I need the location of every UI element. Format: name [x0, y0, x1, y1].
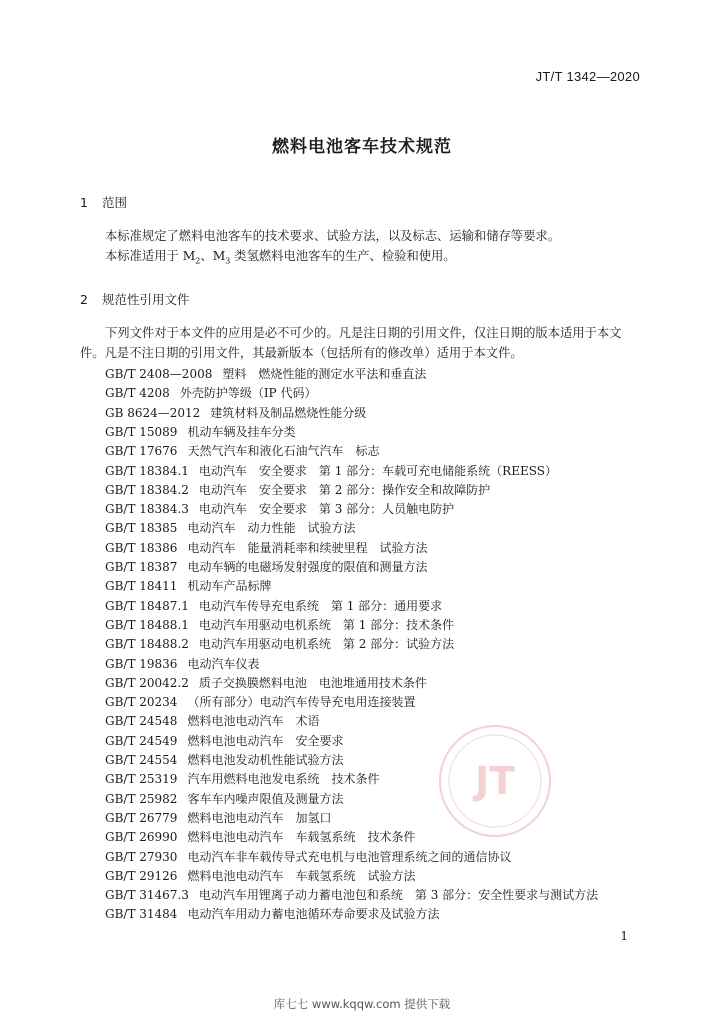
reference-title: 电动汽车 安全要求 第 2 部分：操作安全和故障防护 — [198, 482, 491, 497]
reference-code: GB/T 4208 — [105, 386, 170, 401]
reference-code: GB/T 31467.3 — [105, 888, 189, 903]
reference-item — [105, 848, 511, 867]
section-2-heading — [80, 290, 190, 308]
reference-title: 电动汽车用驱动电机系统 第 1 部分：技术条件 — [198, 617, 455, 632]
reference-item — [105, 809, 331, 828]
reference-item — [105, 404, 366, 423]
reference-item — [105, 751, 343, 770]
page-number: 1 — [620, 929, 628, 943]
reference-title: （所有部分）电动汽车传导充电用连接装置 — [187, 695, 416, 710]
reference-title: 电动汽车 动力性能 试验方法 — [187, 521, 356, 536]
reference-title: 电动汽车非车载传导式充电机与电池管理系统之间的通信协议 — [187, 849, 512, 864]
references-intro-paragraph: 下列文件对于本文件的应用是必不可少的。凡是注日期的引用文件，仅注日期的版本适用于本文件。凡是不注日期的引用文件，其最新版本（包括所有的修改单）适用于本文件。 — [80, 326, 622, 360]
reference-title: 燃料电池电动汽车 车载氢系统 试验方法 — [187, 868, 416, 883]
reference-item — [105, 597, 442, 616]
footer-watermark: 库七七 www.kqqw.com 提供下载 — [273, 997, 451, 1011]
reference-item — [105, 886, 598, 905]
reference-code: GB/T 18488.2 — [105, 637, 189, 652]
reference-code: GB/T 18488.1 — [105, 617, 189, 632]
reference-item — [105, 481, 490, 500]
reference-code: GB/T 20042.2 — [105, 675, 189, 690]
reference-item — [105, 558, 427, 577]
reference-title: 外壳防护等级（IP 代码） — [179, 386, 317, 401]
reference-item — [105, 867, 415, 886]
reference-code: GB/T 2408—2008 — [105, 367, 213, 381]
reference-title: 电动汽车 能量消耗率和续驶里程 试验方法 — [187, 540, 428, 555]
reference-code: GB/T 15089 — [105, 424, 178, 439]
reference-code: GB/T 24549 — [105, 733, 178, 748]
reference-title: 电动汽车用动力蓄电池循环寿命要求及试验方法 — [187, 907, 440, 922]
document-title: 燃料电池客车技术规范 — [272, 137, 452, 157]
section-1-heading — [80, 193, 127, 211]
reference-title: 电动车辆的电磁场发射强度的限值和测量方法 — [187, 560, 428, 574]
reference-code: GB/T 25982 — [105, 791, 178, 806]
reference-item — [105, 770, 379, 789]
reference-item — [105, 384, 316, 403]
reference-title: 燃料电池发动机性能试验方法 — [187, 753, 344, 767]
reference-code: GB/T 18384.2 — [105, 482, 189, 497]
reference-title: 燃料电池电动汽车 加氢口 — [187, 810, 332, 825]
reference-title: 质子交换膜燃料电池 电池堆通用技术条件 — [198, 675, 427, 690]
reference-title: 天然气汽车和液化石油气汽车 标志 — [187, 444, 380, 459]
section-1-title: 范围 — [102, 195, 128, 210]
reference-title: 电动汽车用驱动电机系统 第 2 部分：试验方法 — [198, 637, 455, 652]
section-1-number: 1 — [80, 195, 88, 210]
reference-title: 建筑材料及制品燃烧性能分级 — [210, 405, 367, 420]
reference-item — [105, 539, 427, 558]
reference-code: GB/T 18385 — [105, 521, 178, 536]
reference-item — [105, 577, 271, 596]
reference-title: 电动汽车用锂离子动力蓄电池包和系统 第 3 部分：安全性要求与测试方法 — [198, 888, 599, 903]
reference-item — [105, 655, 259, 674]
reference-code: GB/T 29126 — [105, 868, 178, 883]
reference-title: 电动汽车传导充电系统 第 1 部分：通用要求 — [198, 598, 443, 613]
reference-item — [105, 712, 319, 731]
reference-title: 客车车内噪声限值及测量方法 — [187, 791, 344, 806]
reference-title: 电动汽车仪表 — [187, 656, 260, 671]
reference-code: GB/T 18384.3 — [105, 502, 189, 517]
reference-code: GB/T 25319 — [105, 772, 178, 787]
reference-code: GB/T 26990 — [105, 830, 178, 845]
reference-code: GB/T 20234 — [105, 695, 178, 710]
reference-item — [105, 500, 454, 519]
reference-code: GB/T 18387 — [105, 560, 178, 574]
reference-item — [105, 635, 454, 654]
section-2-number: 2 — [80, 292, 88, 307]
reference-code: GB/T 18411 — [105, 579, 178, 594]
reference-code: GB/T 19836 — [105, 656, 178, 671]
reference-item — [105, 693, 415, 712]
reference-title: 燃料电池电动汽车 车载氢系统 技术条件 — [187, 830, 416, 845]
reference-item — [105, 423, 295, 442]
reference-item — [105, 674, 427, 693]
reference-code: GB/T 18384.1 — [105, 463, 189, 478]
reference-item — [105, 519, 355, 538]
reference-item — [105, 828, 415, 847]
reference-item — [105, 365, 426, 384]
reference-code: GB/T 17676 — [105, 444, 178, 459]
reference-title: 燃料电池电动汽车 术语 — [187, 714, 320, 729]
reference-item — [105, 616, 454, 635]
reference-title: 塑料 燃烧性能的测定水平法和垂直法 — [222, 367, 427, 381]
jt-seal-watermark — [436, 722, 554, 840]
scope-paragraph-2: 本标准适用于 $M_2$、$M_3$ 类氢燃料电池客车的生产、检验和使用。 — [105, 249, 456, 266]
reference-code: GB/T 31484 — [105, 907, 178, 922]
reference-code: GB/T 27930 — [105, 849, 178, 864]
reference-code: GB/T 24554 — [105, 753, 178, 767]
reference-code: GB/T 24548 — [105, 714, 178, 729]
scope-paragraph-1: 本标准规定了燃料电池客车的技术要求、试验方法，以及标志、运输和储存等要求。 — [105, 229, 560, 243]
standard-code: JT/T 1342—2020 — [535, 69, 640, 84]
svg-text:JT: JT — [474, 759, 516, 803]
reference-code: GB/T 26779 — [105, 810, 178, 825]
reference-title: 机动车辆及挂车分类 — [187, 424, 296, 439]
reference-title: 电动汽车 安全要求 第 1 部分：车载可充电储能系统（REESS） — [198, 463, 557, 478]
reference-title: 机动车产品标牌 — [187, 579, 272, 594]
reference-item — [105, 442, 379, 461]
reference-title: 燃料电池电动汽车 安全要求 — [187, 733, 344, 748]
reference-item — [105, 732, 343, 751]
reference-item — [105, 905, 439, 924]
reference-code: GB 8624—2012 — [105, 405, 201, 420]
reference-code: GB/T 18487.1 — [105, 598, 189, 613]
reference-item — [105, 462, 557, 481]
section-2-title: 规范性引用文件 — [102, 292, 190, 307]
reference-item — [105, 790, 343, 809]
reference-code: GB/T 18386 — [105, 540, 178, 555]
reference-title: 电动汽车 安全要求 第 3 部分：人员触电防护 — [198, 502, 455, 517]
reference-title: 汽车用燃料电池发电系统 技术条件 — [187, 772, 380, 787]
